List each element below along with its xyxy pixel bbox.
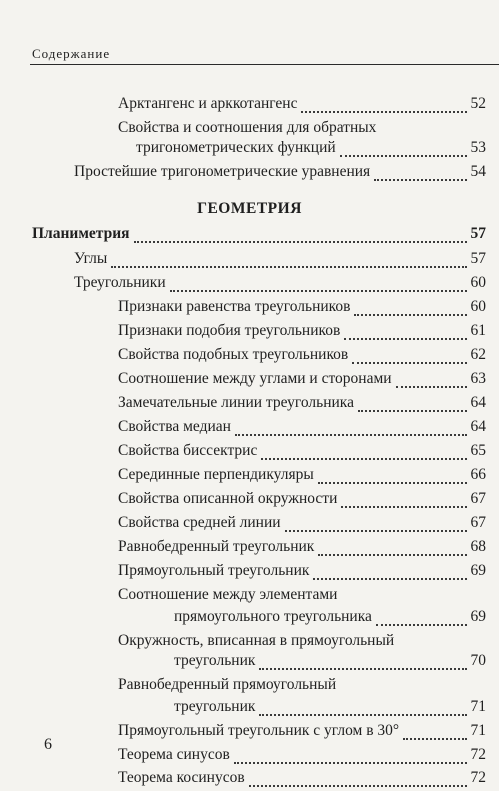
toc-entry-page: 54	[470, 163, 486, 180]
toc-entry-title: Признаки подобия треугольников	[118, 322, 341, 339]
toc-entry-page: 64	[470, 394, 486, 411]
toc-entry-page: 66	[470, 466, 486, 483]
toc-entry-title: Простейшие тригонометрические уравнения	[74, 163, 371, 180]
toc-entry-page: 69	[470, 608, 486, 625]
toc-entry[interactable]	[118, 345, 486, 364]
toc-entry[interactable]	[118, 297, 486, 316]
toc-entry-page: 70	[470, 652, 486, 669]
toc-entry-page: 69	[470, 562, 486, 579]
toc-entry-page: 67	[470, 490, 486, 507]
toc-entry-title: Свойства подобных треугольников	[118, 346, 349, 363]
toc-entry-title: тригонометрических функций	[136, 139, 336, 156]
toc-entry[interactable]	[118, 321, 486, 340]
toc-entry-title: прямоугольного треугольника	[174, 608, 372, 625]
toc-entry-page: 71	[470, 722, 486, 739]
toc-entry-title-line1: Равнобедренный прямоугольный	[118, 676, 337, 693]
toc-entry-page: 53	[470, 139, 486, 156]
leader-dots	[111, 253, 466, 268]
toc-entry-title-line1: Соотношение между элементами	[118, 586, 338, 603]
toc-entry-title: Прямоугольный треугольник	[118, 562, 310, 579]
leader-dots	[318, 541, 466, 556]
toc-entry-title: Замечательные линии треугольника	[118, 394, 354, 411]
toc-entry[interactable]	[118, 417, 486, 436]
toc-entry[interactable]	[118, 607, 486, 626]
toc-entry[interactable]	[118, 94, 486, 113]
toc-entry-title: Равнобедренный треугольник	[118, 538, 315, 555]
page-number: 6	[44, 736, 52, 753]
toc-entry-page: 72	[470, 746, 486, 763]
toc-entry-chapter[interactable]	[32, 224, 486, 243]
leader-dots	[285, 517, 467, 532]
toc-entry-page: 57	[470, 250, 486, 267]
toc-entry[interactable]	[118, 721, 486, 740]
toc-entry-page: 63	[470, 370, 486, 387]
toc-entry-title: Планиметрия	[32, 225, 130, 242]
leader-dots	[358, 397, 467, 412]
leader-dots	[170, 277, 467, 292]
toc-entry[interactable]	[118, 768, 486, 787]
toc-entry[interactable]	[118, 489, 486, 508]
toc-entry[interactable]	[118, 369, 486, 388]
toc-entry-title: Признаки равенства треугольников	[118, 298, 351, 315]
running-head: Содержание	[32, 46, 111, 61]
toc-entry[interactable]	[118, 537, 486, 556]
toc-entry-title: Свойства медиан	[118, 418, 231, 435]
leader-dots	[313, 565, 466, 580]
toc-entry-title: треугольник	[174, 652, 256, 669]
toc-entry-title: Арктангенс и арккотангенс	[118, 95, 298, 112]
leader-dots	[344, 325, 466, 340]
toc-entry[interactable]	[118, 651, 486, 670]
toc-entry[interactable]	[118, 745, 486, 764]
toc-entry-title-line1: Свойства и соотношения для обратных	[118, 119, 377, 136]
toc-entry-page: 71	[470, 698, 486, 715]
toc-entry-page: 57	[470, 225, 486, 242]
toc-entry-title-line1: Окружность, вписанная в прямоугольный	[118, 632, 395, 649]
leader-dots	[374, 166, 466, 181]
leader-dots	[352, 349, 466, 364]
leader-dots	[318, 469, 467, 484]
toc-entry-page: 60	[470, 274, 486, 291]
toc-entry-title: Серединные перпендикуляры	[118, 466, 314, 483]
toc-entry[interactable]	[74, 273, 486, 292]
toc-entry-page: 65	[470, 442, 486, 459]
leader-dots	[354, 301, 466, 316]
leader-dots	[376, 611, 467, 626]
header-rule	[30, 64, 499, 65]
toc-entry-page: 60	[470, 298, 486, 315]
toc-entry-title: Свойства биссектрис	[118, 442, 258, 459]
leader-dots	[259, 655, 466, 670]
toc-entry-page: 67	[470, 514, 486, 531]
toc-entry-title: Свойства средней линии	[118, 514, 281, 531]
toc-entry[interactable]	[118, 697, 486, 716]
leader-dots	[259, 701, 466, 716]
toc-entry-title: Соотношение между углами и сторонами	[118, 370, 392, 387]
toc-entry-title: Свойства описанной окружности	[118, 490, 338, 507]
leader-dots	[249, 772, 467, 787]
toc-entry-title: Прямоугольный треугольник с углом в 30°	[118, 722, 400, 739]
leader-dots	[403, 725, 466, 740]
toc-entry[interactable]	[118, 561, 486, 580]
toc-entry[interactable]	[74, 162, 486, 181]
toc-entry-page: 62	[470, 346, 486, 363]
toc-entry[interactable]	[118, 441, 486, 460]
leader-dots	[340, 142, 467, 157]
toc-entry-page: 72	[470, 769, 486, 786]
leader-dots	[261, 445, 466, 460]
toc-entry[interactable]	[118, 465, 486, 484]
toc-entry-title: Треугольники	[74, 274, 166, 291]
toc-entry-title: Теорема синусов	[118, 746, 230, 763]
leader-dots	[396, 373, 467, 388]
toc-entry-title: треугольник	[174, 698, 256, 715]
toc-entry-title: Теорема косинусов	[118, 769, 245, 786]
toc-entry[interactable]	[118, 138, 486, 157]
toc-entry[interactable]	[118, 513, 486, 532]
toc-entry-title: Углы	[74, 250, 108, 267]
leader-dots	[134, 228, 467, 243]
leader-dots	[235, 421, 467, 436]
leader-dots	[341, 493, 466, 508]
toc-entry-page: 68	[470, 538, 486, 555]
toc-entry[interactable]	[118, 393, 486, 412]
toc-entry-page: 52	[470, 95, 486, 112]
toc-entry-page: 61	[470, 322, 486, 339]
section-title: ГЕОМЕТРИЯ	[197, 200, 302, 217]
leader-dots	[234, 749, 467, 764]
toc-entry-page: 64	[470, 418, 486, 435]
toc-entry[interactable]	[74, 249, 486, 268]
leader-dots	[301, 98, 466, 113]
